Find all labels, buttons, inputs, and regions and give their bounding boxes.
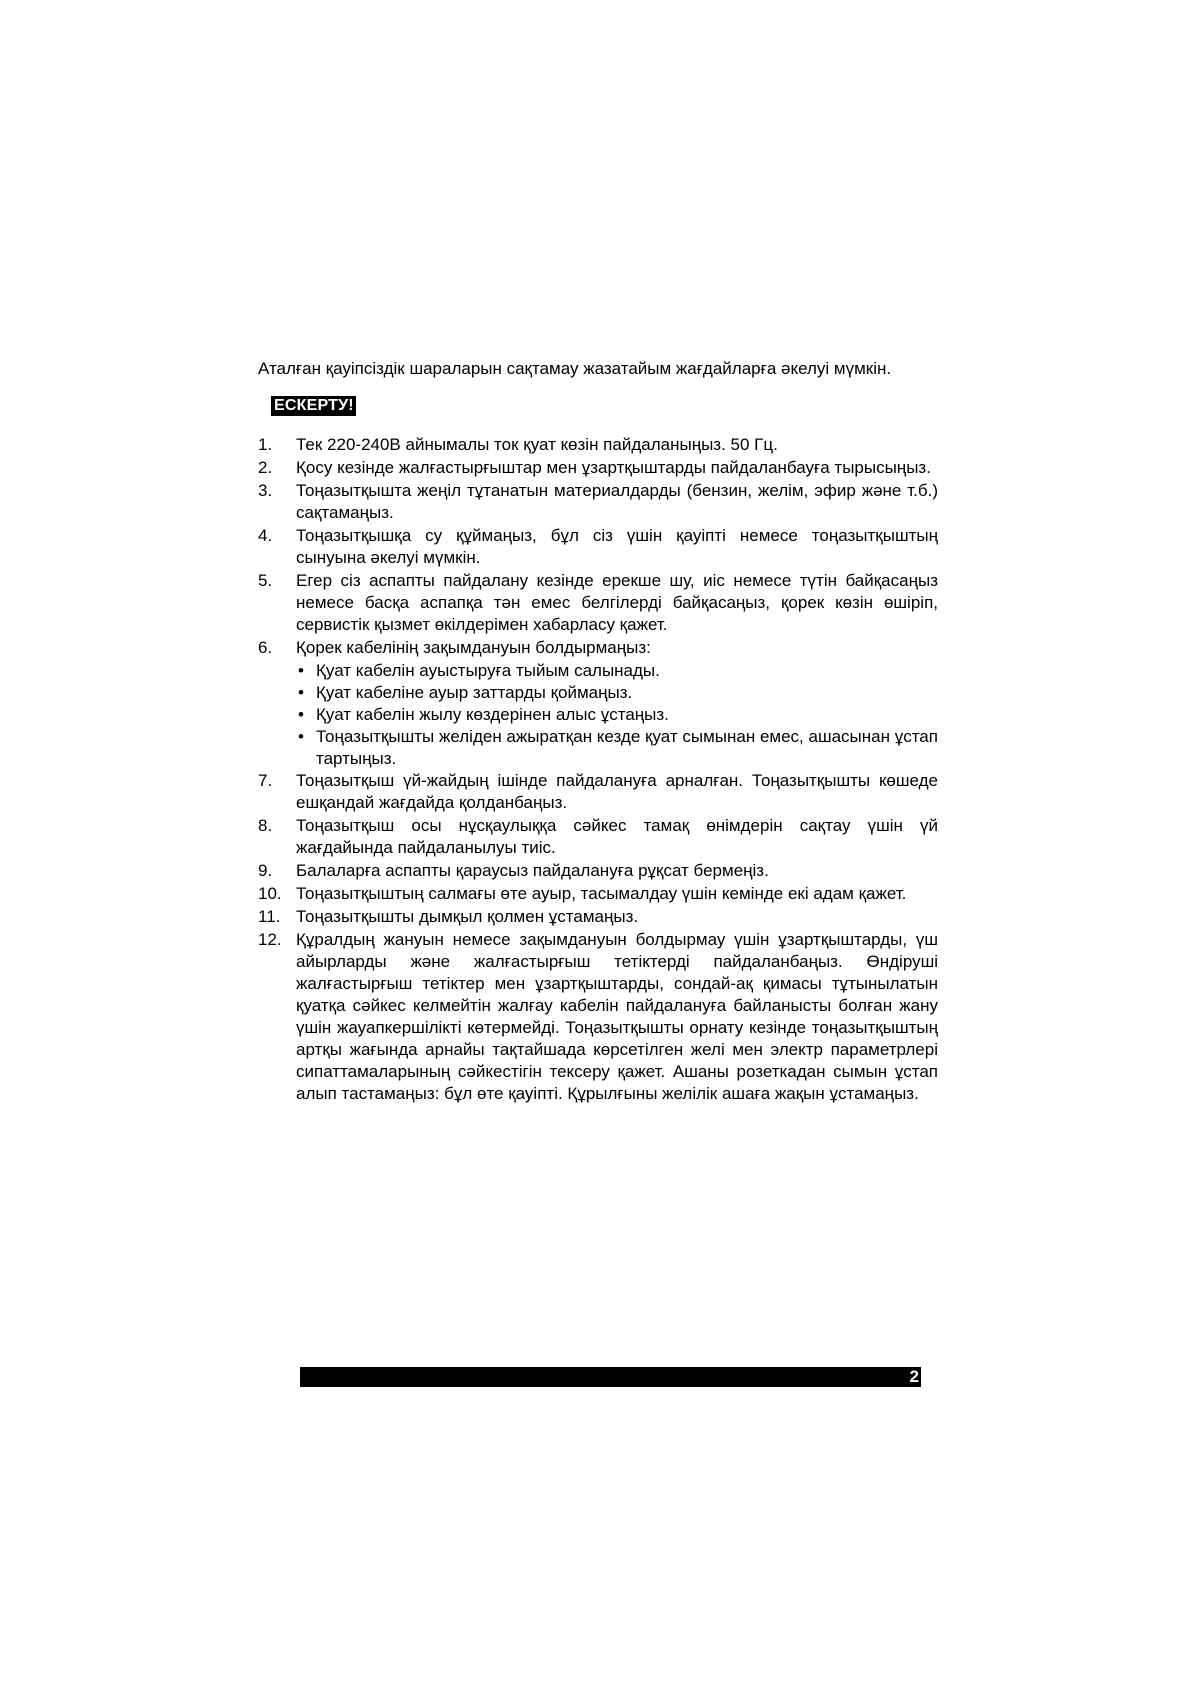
intro-paragraph: Аталған қауіпсіздік шараларын сақтамау жазатайым жағдайларға әкелуі мүмкін.	[258, 359, 892, 378]
warning-heading	[258, 394, 938, 416]
list-item-number: 12.	[258, 930, 282, 949]
cable-sublist	[258, 660, 938, 770]
list-item-number: 7.	[258, 771, 273, 790]
sub-list-item	[296, 704, 938, 726]
list-item-number: 11.	[258, 907, 281, 926]
list-item	[258, 480, 938, 524]
bullet-icon: •	[298, 661, 304, 680]
list-item	[258, 637, 938, 659]
footer-bar	[300, 1367, 921, 1387]
list-item-number: 9.	[258, 861, 273, 880]
list-item-number: 4.	[258, 526, 273, 545]
list-item-text: Тек 220-240В айнымалы ток қуат көзін пайдаланыңыз. 50 Гц.	[296, 435, 778, 454]
bullet-icon: •	[298, 727, 304, 746]
sub-list-item	[296, 682, 938, 704]
sub-list-item-text: Қуат кабеліне ауыр заттарды қоймаңыз.	[316, 683, 633, 702]
sub-list-item	[296, 726, 938, 770]
list-item	[258, 434, 938, 456]
bullet-icon: •	[298, 683, 304, 702]
list-item-text: Тоңазытқышты дымқыл қолмен ұстамаңыз.	[296, 907, 639, 926]
list-item	[258, 815, 938, 859]
list-item-text: Тоңазытқышта жеңіл тұтанатын материалдарды (бензин, желім, эфир және т.б.) сақтамаңыз.	[296, 481, 938, 522]
list-item	[258, 929, 938, 1105]
list-item-text: Тоңазытқышқа су құймаңыз, бұл сіз үшін қауіпті немесе тоңазытқыштың сынуына әкелуі мүмкін.	[296, 526, 938, 567]
bullet-icon: •	[298, 705, 304, 724]
warning-badge: ЕСКЕРТУ!	[271, 396, 356, 416]
list-item-text: Тоңазытқыштың салмағы өте ауыр, тасымалдау үшін кемінде екі адам қажет.	[296, 884, 907, 903]
list-item-text: Егер сіз аспапты пайдалану кезінде ерекше шу, иіс немесе түтін байқасаңыз немесе басқа аспапқа тән емес белгілерді байқасаңыз, қорек көзін өшіріп, сервистік қызмет өкілдерімен хабарласу қажет.	[296, 571, 938, 634]
list-item-number: 6.	[258, 638, 273, 657]
safety-list-continued	[258, 770, 938, 1105]
safety-list	[258, 434, 938, 659]
list-item	[258, 906, 938, 928]
list-item-text: Құралдың жануын немесе зақымдануын болдырмау үшін ұзартқыштарды, үш айырларды және жалғастырғыш тетіктерді пайдаланбаңыз. Өндіруші жалғастырғыш тетіктер мен ұзартқыштарды, сондай-ақ қимасы тұтынылатын қуатқа сәйкес келмейтін жалғау кабелін пайдалануға байланысты болған жану үшін жауапкершілікті көтермейді. Тоңазытқышты орнату кезінде тоңазытқыштың артқы жағында арнайы тақтайшада көрсетілген желі мен электр параметрлері сипаттамаларының сәйкестігін тексеру қажет. Ашаны розеткадан сымын ұстап алып тастамаңыз: бұл өте қауіпті. Құрылғыны желілік ашаға жақын ұстамаңыз.	[296, 930, 938, 1103]
list-item-number: 8.	[258, 816, 273, 835]
list-item-number: 1.	[258, 435, 273, 454]
list-item	[258, 770, 938, 814]
list-item-number: 10.	[258, 884, 282, 903]
list-item-number: 2.	[258, 458, 273, 477]
page-content	[258, 358, 938, 1106]
list-item	[258, 525, 938, 569]
list-item-text: Қорек кабелінің зақымдануын болдырмаңыз:	[296, 638, 651, 657]
list-item-text: Тоңазытқыш осы нұсқаулыққа сәйкес тамақ өнімдерін сақтау үшін үй жағдайында пайдаланылуы тиіс.	[296, 816, 938, 857]
sub-list-item-text: Қуат кабелін жылу көздерінен алыс ұстаңыз.	[316, 705, 669, 724]
list-item-number: 5.	[258, 571, 273, 590]
list-item-number: 3.	[258, 481, 273, 500]
list-item	[258, 457, 938, 479]
sub-list-item	[296, 660, 938, 682]
sub-list-item-text: Тоңазытқышты желіден ажыратқан кезде қуат сымынан емес, ашасынан ұстап тартыңыз.	[316, 727, 938, 768]
list-item	[258, 570, 938, 636]
sub-list-item-text: Қуат кабелін ауыстыруға тыйым салынады.	[316, 661, 660, 680]
list-item-text: Қосу кезінде жалғастырғыштар мен ұзартқыштарды пайдаланбауға тырысыңыз.	[296, 458, 931, 477]
list-item-text: Тоңазытқыш үй-жайдың ішінде пайдалануға арналған. Тоңазытқышты көшеде ешқандай жағдайда қолданбаңыз.	[296, 771, 938, 812]
list-item-text: Балаларға аспапты қараусыз пайдалануға рұқсат бермеңіз.	[296, 861, 769, 880]
list-item	[258, 860, 938, 882]
list-item	[258, 883, 938, 905]
page-number: 2	[909, 1367, 919, 1386]
